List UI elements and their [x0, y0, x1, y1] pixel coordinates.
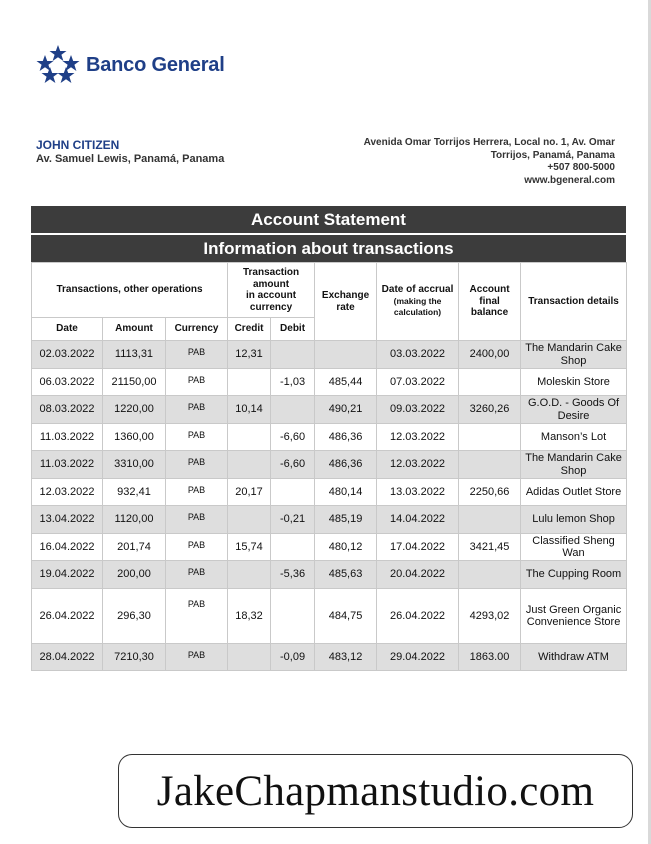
bank-address-line: Avenida Omar Torrijos Herrera, Local no. 1, Av. Omar [363, 137, 615, 148]
header-account-balance: Account final balance [459, 263, 521, 341]
cell-date: 16.04.2022 [32, 534, 103, 561]
cell-debit: -0,09 [271, 644, 315, 671]
table-row [32, 561, 627, 589]
cell-rate: 485,19 [315, 506, 377, 534]
cell-details: G.O.D. - Goods Of Desire [521, 396, 627, 424]
header-amount: Amount [103, 318, 166, 341]
cell-date: 08.03.2022 [32, 396, 103, 424]
cell-rate: 483,12 [315, 644, 377, 671]
cell-accrual: 14.04.2022 [377, 506, 459, 534]
cell-amount: 932,41 [103, 479, 166, 506]
cell-date: 26.04.2022 [32, 589, 103, 644]
cell-currency: PAB [166, 534, 228, 561]
bank-website: www.bgeneral.com [524, 174, 615, 186]
cell-accrual: 07.03.2022 [377, 369, 459, 396]
cell-rate: 485,44 [315, 369, 377, 396]
cell-accrual: 03.03.2022 [377, 341, 459, 369]
cell-details: Withdraw ATM [521, 644, 627, 671]
cell-date: 02.03.2022 [32, 341, 103, 369]
cell-details: Manson’s Lot [521, 424, 627, 451]
header-transactions-group: Transactions, other operations [32, 263, 228, 318]
cell-currency: PAB [166, 644, 228, 671]
cell-credit [228, 644, 271, 671]
header-date: Date [32, 318, 103, 341]
header-date-of-accrual [377, 263, 459, 341]
cell-balance [459, 506, 521, 534]
bank-address [315, 137, 615, 187]
table-row [32, 534, 627, 561]
table-row [32, 644, 627, 671]
cell-rate: 480,12 [315, 534, 377, 561]
cell-details: The Mandarin Cake Shop [521, 341, 627, 369]
cell-accrual: 12.03.2022 [377, 424, 459, 451]
cell-rate: 484,75 [315, 589, 377, 644]
header-amount-group [228, 263, 315, 318]
cell-debit [271, 396, 315, 424]
cell-rate: 490,21 [315, 396, 377, 424]
cell-debit [271, 341, 315, 369]
cell-debit [271, 589, 315, 644]
cell-amount: 7210,30 [103, 644, 166, 671]
cell-debit: -0,21 [271, 506, 315, 534]
client-block [36, 138, 224, 166]
cell-rate: 486,36 [315, 424, 377, 451]
client-address: Av. Samuel Lewis, Panamá, Panama [36, 153, 225, 165]
cell-date: 11.03.2022 [32, 424, 103, 451]
table-row [32, 369, 627, 396]
cell-currency: PAB [166, 424, 228, 451]
cell-amount: 1360,00 [103, 424, 166, 451]
cell-balance: 2400,00 [459, 341, 521, 369]
cell-rate: 480,14 [315, 479, 377, 506]
header-exchange-rate: Exchange rate [315, 263, 377, 341]
cell-accrual: 12.03.2022 [377, 451, 459, 479]
cell-date: 13.04.2022 [32, 506, 103, 534]
bank-logo [36, 45, 225, 85]
cell-debit [271, 534, 315, 561]
cell-accrual: 26.04.2022 [377, 589, 459, 644]
cell-amount: 1120,00 [103, 506, 166, 534]
header-transaction-details: Transaction details [521, 263, 627, 341]
transactions-table [31, 262, 627, 671]
cell-balance [459, 424, 521, 451]
cell-credit: 20,17 [228, 479, 271, 506]
cell-credit: 10,14 [228, 396, 271, 424]
bank-name: Banco General [86, 53, 225, 76]
table-row [32, 451, 627, 479]
header-currency: Currency [166, 318, 228, 341]
cell-credit: 18,32 [228, 589, 271, 644]
table-row [32, 396, 627, 424]
statement-subtitle: Information about transactions [31, 235, 626, 262]
header-debit: Debit [271, 318, 315, 341]
statement-title: Account Statement [31, 206, 626, 233]
watermark-box [118, 754, 633, 828]
cell-details: Lulu lemon Shop [521, 506, 627, 534]
header-amount-line2: in account currency [246, 290, 297, 313]
cell-rate: 486,36 [315, 451, 377, 479]
cell-date: 12.03.2022 [32, 479, 103, 506]
watermark-text: JakeChapmanstudio.com [156, 767, 595, 815]
cell-accrual: 29.04.2022 [377, 644, 459, 671]
table-row [32, 424, 627, 451]
cell-amount: 200,00 [103, 561, 166, 589]
bank-phone: +507 800-5000 [547, 162, 615, 173]
cell-credit: 15,74 [228, 534, 271, 561]
cell-details: The Mandarin Cake Shop [521, 451, 627, 479]
table-row [32, 341, 627, 369]
cell-debit: -5,36 [271, 561, 315, 589]
cell-balance [459, 451, 521, 479]
bank-address-line: Torrijos, Panamá, Panama [490, 149, 615, 161]
cell-credit [228, 506, 271, 534]
cell-credit [228, 369, 271, 396]
cell-date: 11.03.2022 [32, 451, 103, 479]
cell-amount: 296,30 [103, 589, 166, 644]
cell-rate [315, 341, 377, 369]
cell-balance: 3260,26 [459, 396, 521, 424]
cell-accrual: 09.03.2022 [377, 396, 459, 424]
table-row [32, 589, 627, 644]
cell-balance: 2250,66 [459, 479, 521, 506]
cell-currency: PAB [166, 451, 228, 479]
header-accrual-note: (making the calculation) [393, 295, 442, 318]
cell-credit [228, 451, 271, 479]
table-row [32, 506, 627, 534]
cell-accrual: 13.03.2022 [377, 479, 459, 506]
cell-currency: PAB [166, 341, 228, 369]
table-row [32, 479, 627, 506]
cell-currency: PAB [166, 369, 228, 396]
cell-date: 19.04.2022 [32, 561, 103, 589]
cell-balance [459, 369, 521, 396]
cell-debit [271, 479, 315, 506]
cell-amount: 1220,00 [103, 396, 166, 424]
cell-date: 28.04.2022 [32, 644, 103, 671]
header-accrual-label: Date of accrual [381, 284, 454, 296]
header-credit: Credit [228, 318, 271, 341]
cell-details: The Cupping Room [521, 561, 627, 589]
cell-credit [228, 424, 271, 451]
cell-details: Adidas Outlet Store [521, 479, 627, 506]
cell-debit: -1,03 [271, 369, 315, 396]
cell-balance: 4293,02 [459, 589, 521, 644]
cell-details: Moleskin Store [521, 369, 627, 396]
header-amount-line1: Transaction amount [242, 267, 300, 290]
cell-credit: 12,31 [228, 341, 271, 369]
cell-currency: PAB [166, 589, 228, 644]
cell-accrual: 17.04.2022 [377, 534, 459, 561]
cell-amount: 1113,31 [103, 341, 166, 369]
cell-currency: PAB [166, 479, 228, 506]
client-name: JOHN CITIZEN [36, 138, 120, 152]
cell-balance: 1863.00 [459, 644, 521, 671]
cell-date: 06.03.2022 [32, 369, 103, 396]
cell-amount: 21150,00 [103, 369, 166, 396]
cell-accrual: 20.04.2022 [377, 561, 459, 589]
cell-amount: 201,74 [103, 534, 166, 561]
cell-amount: 3310,00 [103, 451, 166, 479]
cell-currency: PAB [166, 506, 228, 534]
stars-logo-icon [36, 45, 80, 85]
cell-credit [228, 561, 271, 589]
cell-rate: 485,63 [315, 561, 377, 589]
cell-details: Classified Sheng Wan [521, 534, 627, 561]
cell-balance: 3421,45 [459, 534, 521, 561]
cell-currency: PAB [166, 561, 228, 589]
cell-currency: PAB [166, 396, 228, 424]
cell-details: Just Green Organic Convenience Store [521, 589, 627, 644]
cell-debit: -6,60 [271, 424, 315, 451]
cell-debit: -6,60 [271, 451, 315, 479]
cell-balance [459, 561, 521, 589]
